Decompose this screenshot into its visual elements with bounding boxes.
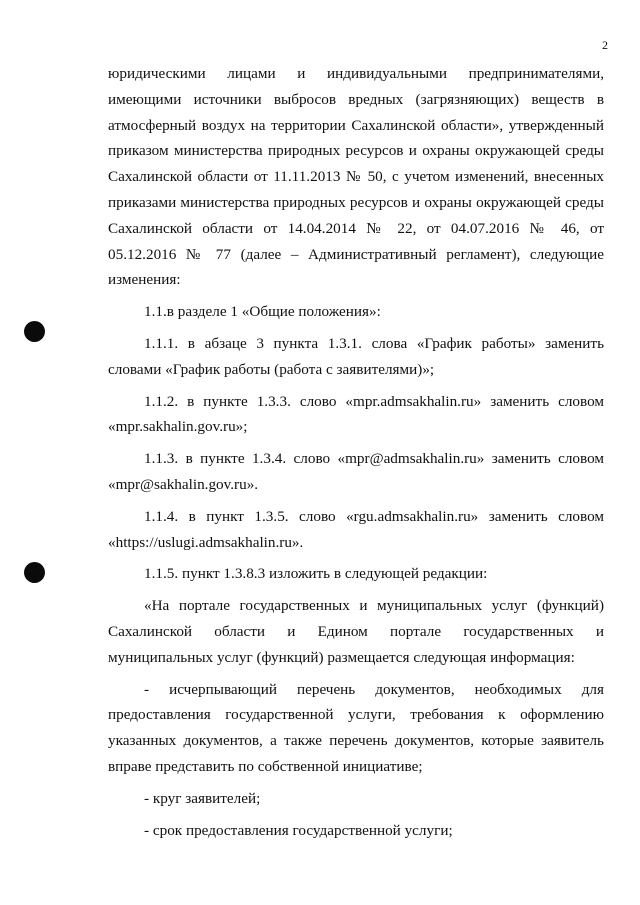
text-line: - круг заявителей; xyxy=(144,789,261,807)
text-line: 1.1.5. пункт 1.3.8.3 изложить в следующей редакции: xyxy=(144,565,488,583)
list-item-service-term xyxy=(108,818,604,844)
text-line: словами «График работы (работа с заявителями)»; xyxy=(108,360,435,378)
text-line: 05.12.2016 № 77 (далее – Административный регламент), следующие xyxy=(108,245,604,263)
paragraph-1-1-4 xyxy=(108,504,604,556)
binder-hole-lower xyxy=(24,562,45,583)
paragraph-section-1 xyxy=(108,299,604,325)
text-line: указанных документов, а также перечень документов, которые заявитель xyxy=(108,732,604,750)
document-body xyxy=(108,61,604,849)
text-line: приказами министерства природных ресурсов и охраны окружающей среды xyxy=(108,193,604,211)
text-line: вправе представить по собственной инициативе; xyxy=(108,757,423,775)
text-line: юридическими лицами и индивидуальными предпринимателями, xyxy=(108,65,604,82)
text-line: «https://uslugi.admsakhalin.ru». xyxy=(108,533,304,551)
text-line: «На портале государственных и муниципальных услуг (функций) xyxy=(144,597,604,615)
paragraph-portal-info xyxy=(108,593,604,670)
paragraph-1-1-1 xyxy=(108,331,604,383)
paragraph-intro xyxy=(108,61,604,293)
text-line: 1.1.1. в абзаце 3 пункта 1.3.1. слова «График работы» заменить xyxy=(144,334,604,352)
text-line: имеющими источники выбросов вредных (загрязняющих) веществ в xyxy=(108,90,604,108)
page-number: 2 xyxy=(602,38,608,52)
list-item-applicants xyxy=(108,786,604,812)
text-line: предоставления государственной услуги, требования к оформлению xyxy=(108,706,604,724)
text-line: - исчерпывающий перечень документов, необходимых для xyxy=(144,680,604,698)
text-line: атмосферный воздух на территории Сахалинской области», утвержденный xyxy=(108,116,604,134)
text-line: «mpr@sakhalin.gov.ru». xyxy=(108,475,259,493)
text-line: - срок предоставления государственной услуги; xyxy=(144,821,453,839)
text-line: Сахалинской области и Едином портале государственных и xyxy=(108,622,604,640)
text-line: 1.1.4. в пункт 1.3.5. слово «rgu.admsakhalin.ru» заменить словом xyxy=(144,507,604,525)
text-line: 1.1.в разделе 1 «Общие положения»: xyxy=(144,303,381,321)
text-line: муниципальных услуг (функций) размещается следующая информация: xyxy=(108,648,575,666)
paragraph-1-1-2 xyxy=(108,389,604,441)
text-line: изменения: xyxy=(108,271,181,289)
text-line: приказом министерства природных ресурсов и охраны окружающей среды xyxy=(108,142,604,160)
text-line: Сахалинской области от 14.04.2014 № 22, от 04.07.2016 № 46, от xyxy=(108,219,604,237)
paragraph-1-1-3 xyxy=(108,446,604,498)
text-line: 1.1.3. в пункте 1.3.4. слово «mpr@admsakhalin.ru» заменить словом xyxy=(144,450,604,468)
binder-hole-upper xyxy=(24,321,45,342)
list-item-documents xyxy=(108,677,604,780)
text-line: Сахалинской области от 11.11.2013 № 50, с учетом изменений, внесенных xyxy=(108,168,604,186)
text-line: «mpr.sakhalin.gov.ru»; xyxy=(108,418,248,436)
paragraph-1-1-5 xyxy=(108,561,604,587)
text-line: 1.1.2. в пункте 1.3.3. слово «mpr.admsakhalin.ru» заменить словом xyxy=(144,392,604,410)
